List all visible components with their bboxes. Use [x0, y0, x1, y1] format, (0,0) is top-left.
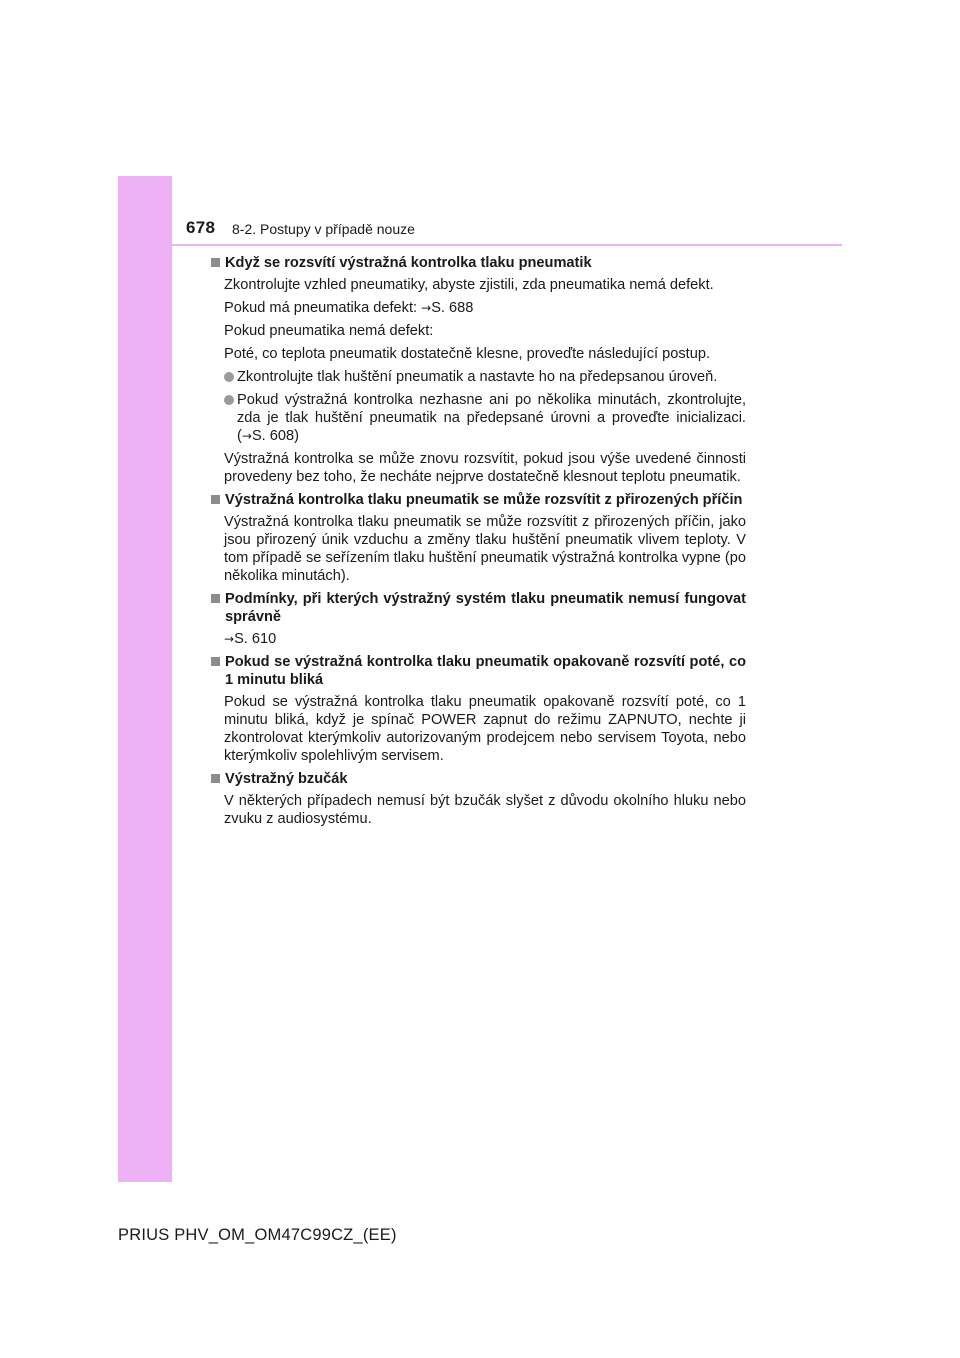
square-bullet-icon [211, 495, 220, 504]
document-code: PRIUS PHV_OM_OM47C99CZ_(EE) [118, 1226, 397, 1244]
section-heading: Podmínky, při kterých výstražný systém tlaku pneumatik nemusí fungovat správně [208, 590, 746, 626]
square-bullet-icon [211, 258, 220, 267]
page-content [208, 254, 746, 833]
header-divider [172, 244, 842, 246]
section-system-conditions [208, 590, 746, 648]
paragraph: Pokud se výstražná kontrolka tlaku pneumatik opakovaně rozsvítí poté, co 1 minutu bliká, když je spínač POWER zapnut do režimu ZAPNUTO, nechte ji zkontrolovat kterýmkoliv autorizovaným prodejcem nebo servisem Toyota, nebo kterýmkoliv spolehlivým servisem. [224, 694, 746, 764]
paragraph: Výstražná kontrolka se může znovu rozsvítit, pokud jsou výše uvedené činnosti provedeny bez toho, že necháte nejprve dostatečně klesnout teplotu pneumatik. [224, 451, 746, 485]
section-repeated-blinking [208, 653, 746, 765]
list-item: Pokud výstražná kontrolka nezhasne ani po několika minutách, zkontrolujte, zda je tlak huštění pneumatik na předepsané úrovni a proveďte inicializaci. (→S. 608) [224, 391, 746, 445]
section-warning-buzzer [208, 770, 746, 828]
section-natural-causes [208, 491, 746, 585]
paragraph: Výstražná kontrolka tlaku pneumatik se může rozsvítit z přirozených příčin, jako jsou přirozený únik vzduchu a změny tlaku huštění pneumatik vlivem teploty. V tom případě se seřízením tlaku huštění pneumatik výstražná kontrolka vypne (po několika minutách). [224, 514, 746, 584]
paragraph: Poté, co teplota pneumatik dostatečně klesne, proveďte následující postup. [224, 346, 711, 362]
paragraph: V některých případech nemusí být bzučák slyšet z důvodu okolního hluku nebo zvuku z audiosystému. [224, 793, 746, 827]
paragraph-with-reference: Pokud má pneumatika defekt: →S. 688 [224, 300, 474, 316]
section-heading: Pokud se výstražná kontrolka tlaku pneumatik opakovaně rozsvítí poté, co 1 minutu bliká [208, 653, 746, 689]
section-heading: Když se rozsvítí výstražná kontrolka tlaku pneumatik [208, 254, 746, 272]
circle-bullet-icon [224, 395, 234, 405]
paragraph: Pokud pneumatika nemá defekt: [224, 323, 434, 339]
arrow-right-icon: → [421, 301, 432, 315]
page-reference: S. 608) [251, 428, 299, 444]
square-bullet-icon [211, 657, 220, 666]
arrow-right-icon: → [241, 429, 252, 443]
section-heading: Výstražná kontrolka tlaku pneumatik se může rozsvítit z přirozených příčin [208, 491, 746, 509]
page-reference: S. 610 [234, 631, 277, 647]
circle-bullet-icon [224, 372, 234, 382]
paragraph-with-reference [224, 630, 746, 648]
list-item: Zkontrolujte tlak huštění pneumatik a nastavte ho na předepsanou úroveň. [224, 368, 746, 386]
section-warning-light-on [208, 254, 746, 486]
section-title: 8-2. Postupy v případě nouze [232, 221, 415, 237]
arrow-right-icon: → [224, 632, 235, 646]
section-heading: Výstražný bzučák [208, 770, 746, 788]
paragraph: Zkontrolujte vzhled pneumatiky, abyste zjistili, zda pneumatika nemá defekt. [224, 277, 714, 293]
square-bullet-icon [211, 774, 220, 783]
side-color-band [118, 176, 172, 1182]
square-bullet-icon [211, 594, 220, 603]
page-number: 678 [186, 218, 216, 237]
page-reference: S. 688 [431, 300, 474, 316]
